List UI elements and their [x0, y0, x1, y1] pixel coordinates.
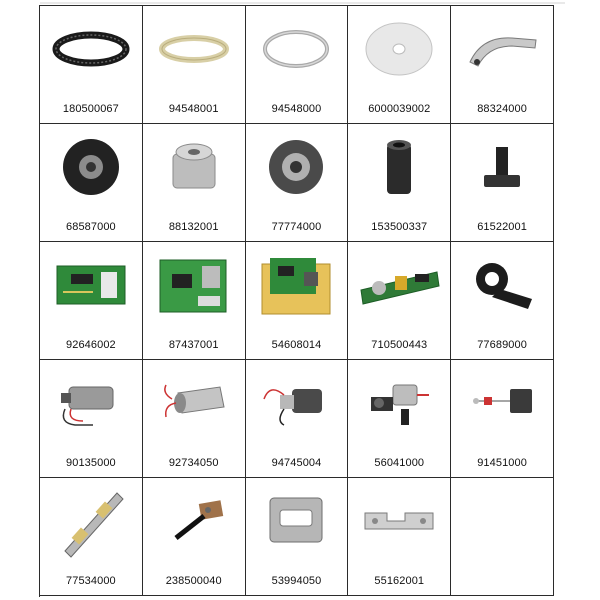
empty-cell	[451, 478, 554, 596]
part-number: 56041000	[374, 457, 425, 469]
part-cell	[348, 242, 451, 360]
aluminum-pulley-icon	[143, 124, 245, 210]
part-cell	[40, 478, 143, 596]
part-cell	[348, 6, 451, 124]
part-number: 153500337	[371, 221, 428, 233]
plastic-bracket-icon	[451, 124, 553, 210]
part-cell	[40, 360, 143, 478]
grid-row	[40, 242, 554, 360]
part-cell	[40, 124, 143, 242]
part-cell	[143, 478, 246, 596]
gear-pulley-icon	[246, 124, 348, 210]
part-number: 238500040	[165, 575, 222, 587]
motor-icon	[246, 360, 348, 446]
cable-probe-icon	[143, 478, 245, 564]
part-cell	[246, 124, 349, 242]
circuit-board-icon	[246, 242, 348, 328]
part-number: 91451000	[477, 457, 527, 469]
metal-strip-icon	[451, 6, 553, 92]
bearing-roller-icon	[40, 124, 142, 210]
part-number: 55162001	[374, 575, 425, 587]
part-number: 53994050	[271, 575, 322, 587]
part-number: 77689000	[477, 339, 527, 351]
motor-assembly-icon	[348, 360, 450, 446]
black-lever-icon	[451, 242, 553, 328]
part-cell	[143, 6, 246, 124]
part-cell	[246, 6, 349, 124]
metal-bracket-icon	[348, 478, 450, 564]
part-number: 94548001	[168, 103, 219, 115]
grid-row	[40, 6, 554, 124]
flat-belt-icon	[143, 6, 245, 92]
part-cell	[246, 478, 349, 596]
motor-icon	[143, 360, 245, 446]
white-disc-icon	[348, 6, 450, 92]
part-number: 90135000	[66, 457, 116, 469]
part-cell	[451, 242, 554, 360]
toothed-belt-icon	[40, 6, 142, 92]
shaft-icon	[40, 478, 142, 564]
part-cell	[451, 360, 554, 478]
part-number: 710500443	[371, 339, 428, 351]
motor-icon	[40, 360, 142, 446]
circuit-board-icon	[143, 242, 245, 328]
part-number: 88132001	[168, 221, 219, 233]
part-number: 180500067	[62, 103, 119, 115]
part-number: 92734050	[168, 457, 219, 469]
part-number: 77774000	[271, 221, 322, 233]
steel-band-icon	[246, 6, 348, 92]
part-number: 68587000	[66, 221, 116, 233]
circuit-board-icon	[40, 242, 142, 328]
part-cell	[246, 242, 349, 360]
grid-row	[40, 360, 554, 478]
part-number: 94548000	[271, 103, 322, 115]
part-number: 54608014	[271, 339, 322, 351]
part-cell	[246, 360, 349, 478]
circuit-board-icon	[348, 242, 450, 328]
part-cell	[143, 242, 246, 360]
metal-plate-icon	[246, 478, 348, 564]
part-number: 94745004	[271, 457, 322, 469]
part-number: 87437001	[168, 339, 219, 351]
bushing-icon	[348, 124, 450, 210]
parts-catalog-grid	[39, 5, 554, 597]
part-cell	[451, 124, 554, 242]
part-number: 77534000	[66, 575, 116, 587]
part-cell	[451, 6, 554, 124]
part-cell	[143, 360, 246, 478]
part-cell	[348, 360, 451, 478]
part-number: 88324000	[477, 103, 527, 115]
part-cell	[348, 478, 451, 596]
sensor-icon	[451, 360, 553, 446]
part-cell	[143, 124, 246, 242]
part-number: 92646002	[66, 339, 116, 351]
part-cell	[348, 124, 451, 242]
part-number: 6000039002	[368, 103, 431, 115]
part-number: 61522001	[477, 221, 527, 233]
grid-row	[40, 478, 554, 596]
grid-row	[40, 124, 554, 242]
part-cell	[40, 6, 143, 124]
part-cell	[40, 242, 143, 360]
top-divider	[40, 2, 565, 4]
